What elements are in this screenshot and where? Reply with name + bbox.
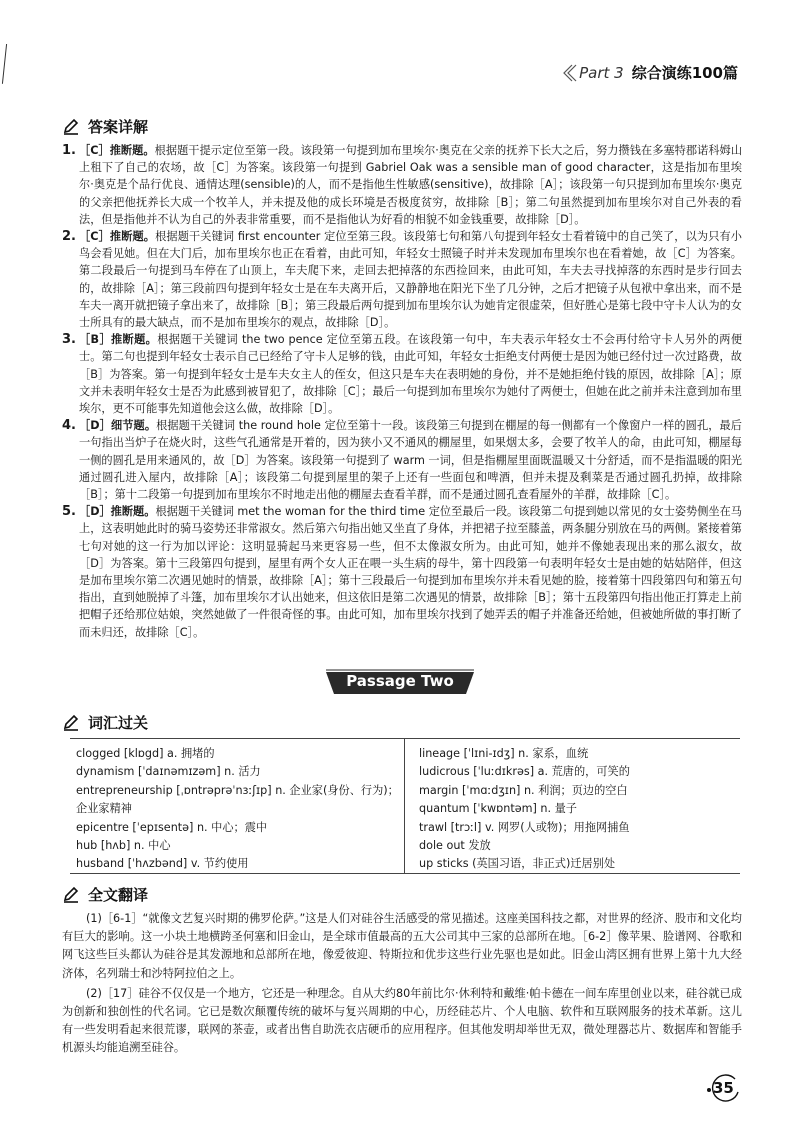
answer-item-2	[62, 228, 742, 331]
vocab-entry: lineage [ˈlɪni-ɪdʒ] n. 家系，血统	[419, 747, 589, 760]
answer-lead: ［B］推断题。	[79, 333, 158, 347]
vocab-column-left	[70, 739, 405, 873]
answer-lead: ［D］细节题。	[79, 419, 157, 433]
header-part: Part 3	[579, 63, 624, 82]
translation-body	[62, 910, 742, 1060]
answer-number: 5.	[62, 504, 76, 520]
vocab-column-right	[405, 739, 740, 873]
translation-heading-text: 全文翻译	[88, 886, 149, 904]
vocab-entry: dynamism [ˈdaɪnəmɪzəm] n. 活力	[76, 765, 261, 779]
answers-list	[62, 142, 742, 641]
answer-text: 根据题干提示定位至第一段。该段第一句提到加布里埃尔·奥克在父亲的抚养下长大之后，努力攒钱在多塞特郡诺科姆山上租下了自己的农场，故［C］为答案。该段第一句提到 Gabriel Oak was a sensible man of good character，这是指加布里埃尔·奥克是个品行优良、通情达理(sensible)的人，而不是指他生性敏感(sensitive)，故排除［A］；该段第一句只提到加布里埃尔·奥克的父亲把他抚养长大成一个牧羊人，并未提及他的成长环境是否极度贫穷，故排除［B］；第二句虽然提到加布里埃尔对自己外表的看法，但是指他并不认为自己的外表非常重要，而不是指他认为好看的相貌不如金钱重要，故排除［D］。	[79, 144, 743, 226]
translation-heading	[62, 884, 148, 905]
header-title: 综合演练100篇	[631, 64, 738, 82]
answer-number: 1.	[62, 143, 76, 158]
pencil-icon	[62, 886, 80, 904]
answer-lead: ［C］推断题。	[79, 144, 155, 157]
vocab-heading	[62, 712, 148, 733]
vocab-entry: epicentre [ˈepɪsentə] n. 中心；震中	[76, 820, 268, 834]
answers-heading-text: 答案详解	[88, 118, 149, 136]
vocab-entry: quantum [ˈkwɒntəm] n. 量子	[419, 802, 577, 816]
margin-pen-mark	[2, 44, 9, 84]
answer-text: 根据题干关键词 the two pence 定位至第五段。在该段第一句中，车夫表示年轻女士不会再付给守卡人另外的两便士。第二句也提到年轻女士表示自己已经给了守卡人足够的钱，由此可知，年轻女士拒绝支付两便士是因为她已经付过一次过路费，故［B］为答案。第一句提到年轻女士是车夫女主人的侄女，但这只是车夫在表明她的身份，并不是她拒绝付钱的原因，故排除［A］；原文并未表明年轻女士是否为此感到被冒犯了，故排除［C］；最后一句提到加布里埃尔为她付了两便士，但她在此之前并未注意到加布里埃尔，更不可能事先知道他会这么做，故排除［D］。	[79, 333, 743, 416]
vocab-entry: clogged [klɒgd] a. 拥堵的	[76, 747, 215, 760]
vocab-entry: ludicrous [ˈluːdɪkrəs] a. 荒唐的，可笑的	[419, 765, 630, 779]
answer-item-1	[62, 142, 742, 228]
answer-text: 根据题干关键词 the round hole 定位至第十一段。该段第三句提到在棚屋的每一侧都有一个像窗户一样的圆孔，最后一句指出当炉子在烧火时，这些气孔通常是开着的，因为狭小又不通风的棚屋里，如果烟太多，会要了牧羊人的命，由此可知，棚屋每一侧的圆孔是用来通风的，故［D］为答案。该段第一句提到了 warm 一词，但是指棚屋里面既温暖又十分舒适，而不是指温暖的阳光通过圆孔进入屋内，故排除［A］；该段第二句提到屋里的架子上还有一些面包和啤酒，但并未提及剩菜是否通过圆孔扔掉，故排除［B］；第十二段第一句提到加布里埃尔不时地走出他的棚屋去查看羊群，而不是通过圆孔查看屋外的羊群，故排除［C］。	[79, 419, 742, 502]
answer-item-5	[62, 503, 742, 641]
vocab-entry: trawl [trɔːl] v. 网罗(人或物)；用拖网捕鱼	[419, 820, 630, 834]
translation-paragraph: (2)［17］硅谷不仅仅是一个地方，它还是一种理念。自从大约80年前比尔·休利特和戴维·帕卡德在一间车库里创业以来，硅谷就已成为创新和独创性的代名词。它已是数次颠覆传统的破坏与复兴周期的中心，历经硅芯片、个人电脑、软件和互联网服务的技术革新。这儿有一些发明看起来很荒谬，联网的茶壶，或者出售自助洗衣店硬币的应用程序。但其他发明却举世无双，微处理器芯片、数据库和智能手机源头均能追溯至硅谷。	[62, 986, 742, 1055]
answers-heading	[62, 116, 148, 137]
vocab-entry: entrepreneurship [ˌɒntrəprəˈnɜːʃɪp] n. 企业家(身份、行为)；企业家精神	[76, 783, 399, 816]
vocab-entry: up sticks (英国习语，非正式)迁居别处	[419, 857, 616, 871]
answer-text: 根据题干关键词 first encounter 定位至第三段。该段第七句和第八句提到年轻女士看着镜中的自己笑了，以为只有小鸟会看见她。但在大门后，加布里埃尔也正在看着，由此可知，年轻女士照镜子时并未发现加布里埃尔也在看着她，故［C］为答案。第二段最后一句提到马车停在了山顶上，车夫爬下来，走回去把掉落的东西捡回来，由此可知，车夫去寻找掉落的东西时是步行回去的，故排除［A］；第三段前四句提到年轻女士是在车夫离开后，又静静地在阳光下坐了几分钟，之后才把镜子从包袱中拿出来，而不是车夫一离开就把镜子拿出来了，故排除［B］；第三段最后两句提到加布里埃尔认为她肯定很虚荣，但好胜心是第七段中守卡人认为的女士所具有的最大缺点，而不是加布里埃尔的观点，故排除［D］。	[79, 230, 742, 330]
running-header	[561, 62, 738, 83]
passage-banner	[326, 668, 474, 696]
vocab-heading-text: 词汇过关	[88, 714, 149, 732]
answer-lead: ［D］推断题。	[79, 505, 156, 519]
translation-paragraph: (1)［6-1］“就像文艺复兴时期的佛罗伦萨。”这是人们对硅谷生活感受的常见描述。这座美国科技之都，对世界的经济、股市和文化均有巨大的影响。这一小块土地横跨圣何塞和旧金山，是全球市值最高的五大公司其中三家的总部所在地。［6-2］像苹果、脸谱网、谷歌和网飞这些巨头都认为硅谷是其发源地和总部所在地，像爱彼迎、特斯拉和优步这些行业先驱也是如此。旧金山湾区拥有世界上第十九大经济体，名列瑞士和沙特阿拉伯之上。	[62, 912, 742, 980]
answer-item-4	[62, 417, 742, 503]
page-number-text: 35	[713, 1079, 734, 1097]
vocab-entry: hub [hʌb] n. 中心	[76, 839, 171, 853]
answer-lead: ［C］推断题。	[79, 230, 156, 244]
answer-number: 4.	[62, 418, 76, 434]
vocab-entry: husband [ˈhʌzbənd] v. 节约使用	[76, 857, 249, 871]
answer-text: 根据题干关键词 met the woman for the third time 定位至最后一段。该段第二句提到她以常见的女士姿势侧坐在马上，这表明她此时的骑马姿势还非常淑女。然后第六句指出她又坐直了身体，并把裙子拉至膝盖，两条腿分别放在马的两侧。紧接着第七句对她的这一行为加以评论：这明显骑起马来更容易一些，但不太像淑女所为。由此可知，她并不像她表现出来的那么淑女，故［D］为答案。第十三段第四句提到，屋里有两个女人正在喂一头生病的母牛，第十四段第一句表明年轻女士是由她的姑姑陪伴，但这是加布里埃尔第二次遇见她时的情景，故排除［A］；第十三段最后一句提到加布里埃尔并未看见她的脸，接着第十四段第四句和第五句指出，直到她脱掉了斗篷，加布里埃尔才认出她来，但这依旧是第二次遇见的情景，故排除［B］；第十五段第四句指出他正打算走上前把帽子还给那位姑娘，突然她做了一件很奇怪的事。由此可知，加布里埃尔找到了她弄丢的帽子并准备还给她，但被她所做的事打断了而未归还，故排除［C］。	[79, 505, 742, 639]
pencil-icon	[62, 118, 80, 136]
pencil-icon	[62, 714, 80, 732]
answer-item-3	[62, 331, 742, 417]
vocab-table	[70, 738, 740, 874]
vocab-entry: dole out 发放	[419, 839, 491, 853]
banner-label: Passage Two	[346, 672, 454, 690]
chevron-left-icon	[561, 63, 577, 83]
vocab-entry: margin [ˈmɑːdʒɪn] n. 利润；页边的空白	[419, 783, 628, 797]
answer-number: 3.	[62, 332, 76, 348]
page-number	[705, 1074, 741, 1104]
answer-number: 2.	[62, 229, 76, 245]
